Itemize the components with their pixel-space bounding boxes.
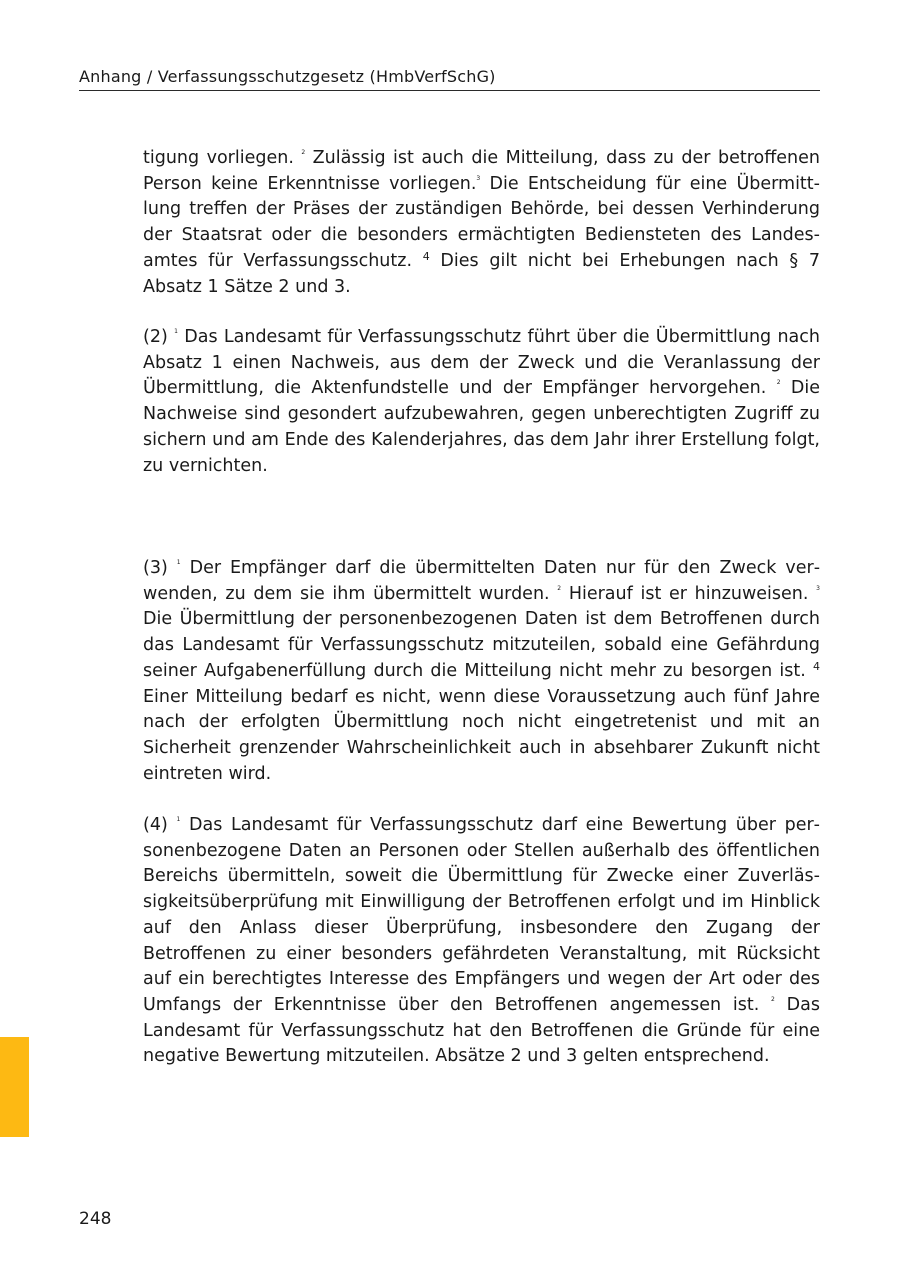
p3-sentence-2: Hierauf ist er hinzuweisen. (561, 583, 817, 604)
sentence-marker: 2 (301, 149, 306, 156)
p1-sentence-4: Dies gilt nicht bei Erhebungen nach § 7 Absatz 1 Sätze 2 und 3. (143, 250, 820, 297)
p1-sentence-3: Die Entscheidung für eine Übermittlung treffen der Präses der zuständigen Behörde, bei dessen Verhinderung der Staatsrat oder die besonders ermächtigten Bediensteten des Landesamtes für Verfassungsschutz. (143, 173, 820, 271)
chapter-tab-marker (0, 1037, 29, 1137)
paragraph-4 (143, 813, 820, 1070)
paragraph-2 (143, 325, 820, 479)
paragraph-3 (143, 556, 820, 787)
sentence-marker: 1 (174, 328, 178, 335)
p3-sentence-4: Einer Mitteilung bedarf es nicht, wenn diese Voraussetzung auch fünf Jahre nach der erfolgten Übermittlung noch nicht eingetretenist und mit an Sicherheit grenzender Wahrscheinlichkeit auch in absehbarer Zukunft nicht eintreten wird. (143, 686, 820, 784)
paragraph-number: (2) (143, 327, 175, 347)
header-title: Anhang / Verfassungsschutzgesetz (HmbVerfSchG) (79, 67, 496, 86)
sentence-marker: 2 (557, 584, 562, 592)
sentence-marker: 4 (813, 659, 820, 673)
p4-sentence-2: Das Landesamt für Verfassungsschutz hat den Betroffenen die Gründe für eine negative Bewertung mitzuteilen. Absätze 2 und 3 gelten entsprechend. (143, 994, 820, 1067)
sentence-marker: 3 (476, 174, 481, 182)
page-number: 248 (79, 1209, 112, 1229)
sentence-marker: 1 (176, 816, 181, 823)
sentence-marker: 2 (776, 379, 781, 387)
paragraph-number: (3) (143, 558, 177, 578)
sentence-marker: 2 (771, 995, 775, 1003)
sentence-marker: 3 (816, 584, 820, 592)
p1-sentence-1: tigung vorliegen. (143, 148, 302, 168)
paragraph-1-continuation (143, 146, 820, 300)
paragraph-number: (4) (143, 815, 177, 835)
p3-sentence-3: Die Übermittlung der personenbezogenen Daten ist dem Betroffenen durch das Landesamt für Verfassungsschutz mitzuteilen, sobald eine Gefährdung seiner Aufgabenerfüllung durch die Mitteilung nicht mehr zu besorgen ist. (143, 609, 820, 681)
p2-sentence-2: Die Nachweise sind gesondert aufzubewahren, gegen unberechtigten Zugriff zu sichern und am Ende des Kalenderjahres, das dem Jahr ihrer Erstellung folgt, zu vernichten. (143, 378, 820, 476)
p1-sentence-2: Zulässig ist auch die Mitteilung, dass zu der betroffenen Person keine Erkenntnisse vorliegen. (143, 148, 820, 194)
p2-sentence-1: Das Landesamt für Verfassungsschutz führt über die Übermittlung nach Absatz 1 einen Nachweis, aus dem der Zweck und die Veranlassung der Übermittlung, die Aktenfundstelle und der Empfänger hervorgehen. (143, 327, 820, 399)
p4-sentence-1: Das Landesamt für Verfassungsschutz darf eine Bewertung über personenbezogene Daten an Personen oder Stellen außerhalb des öffentlichen Bereichs übermitteln, soweit die Übermittlung für Zwecke einer Zuverlässigkeitsüberprüfung mit Einwilligung der Betroffenen erfolgt und im Hinblick auf den Anlass dieser Überprüfung, insbesondere den Zugang der Betroffenen zu einer besonders gefährdeten Veranstaltung, mit Rücksicht auf ein berechtigtes Interesse des Empfängers und wegen der Art oder des Umfangs der Erkenntnisse über den Betroffenen angemessen ist. (143, 815, 820, 1015)
sentence-marker: 1 (176, 559, 181, 566)
running-header (79, 66, 820, 91)
p3-sentence-1: Der Empfänger darf die übermittelten Daten nur für den Zweck verwenden, zu dem sie ihm übermittelt wurden. (143, 558, 821, 604)
sentence-marker: 4 (422, 249, 430, 263)
